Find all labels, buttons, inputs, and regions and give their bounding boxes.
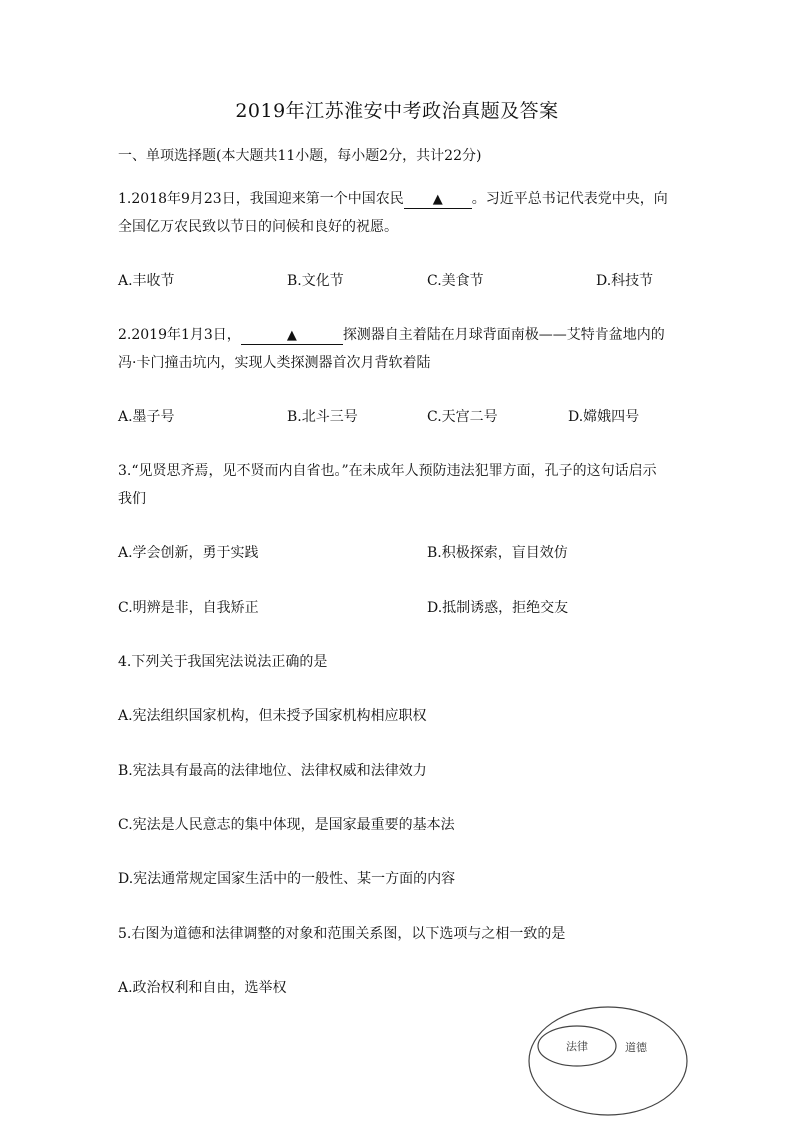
- question-1-option-b: B.文化节: [287, 273, 344, 289]
- law-label: 法律: [566, 1040, 588, 1053]
- section-heading: 一、单项选择题(本大题共11小题，每小题2分，共计22分): [118, 148, 482, 164]
- morality-label: 道德: [625, 1041, 647, 1054]
- question-4-option-a: A.宪法组织国家机构，但未授予国家机构相应职权: [118, 708, 427, 724]
- question-4-stem: 4.下列关于我国宪法说法正确的是: [118, 654, 328, 670]
- page-title: 2019年江苏淮安中考政治真题及答案: [235, 100, 559, 122]
- question-1-line-2: 全国亿万农民致以节日的问候和良好的祝愿。: [118, 219, 398, 235]
- question-1-option-a: A.丰收节: [118, 273, 175, 289]
- question-2-line-2: 冯·卡门撞击坑内，实现人类探测器首次月背软着陆: [118, 355, 431, 371]
- question-5-stem: 5.右图为道德和法律调整的对象和范围关系图，以下选项与之相一致的是: [118, 926, 566, 942]
- question-3-line-1: 3.“见贤思齐焉，见不贤而内自省也。”在未成年人预防违法犯罪方面，孔子的这句话启示: [118, 463, 657, 479]
- question-1-option-d: D.科技节: [596, 273, 654, 289]
- question-2-text-after-blank: 探测器自主着陆在月球背面南极——艾特肯盆地内的: [342, 327, 665, 343]
- question-2-option-a: A.墨子号: [118, 409, 175, 425]
- question-2-line-1: [118, 324, 665, 345]
- law-morality-venn-diagram: [526, 1003, 690, 1118]
- question-3-line-2: 我们: [118, 491, 146, 507]
- question-3-option-b: B.积极探索，盲目效仿: [427, 545, 568, 561]
- question-3-option-a: A.学会创新，勇于实践: [118, 545, 259, 561]
- question-2-option-d: D.嫦娥四号: [568, 409, 640, 425]
- question-4-option-d: D.宪法通常规定国家生活中的一般性、某一方面的内容: [118, 871, 456, 887]
- question-1-blank: ▲: [404, 191, 472, 209]
- question-1-text-before-blank: 1.2018年9月23日，我国迎来第一个中国农民: [118, 191, 404, 207]
- question-5-option-a: A.政治权利和自由，选举权: [118, 980, 287, 996]
- question-2-option-c: C.天宫二号: [427, 409, 498, 425]
- question-1-line-1: [118, 188, 668, 209]
- question-4-option-b: B.宪法具有最高的法律地位、法律权威和法律效力: [118, 763, 427, 779]
- question-4-option-c: C.宪法是人民意志的集中体现，是国家最重要的基本法: [118, 817, 455, 833]
- question-2-blank: ▲: [241, 327, 343, 345]
- question-2-option-b: B.北斗三号: [287, 409, 358, 425]
- question-1-text-after-blank: 。习近平总书记代表党中央，向: [471, 191, 668, 207]
- question-2-text-before-blank: 2.2019年1月3日，: [118, 327, 241, 343]
- question-3-option-c: C.明辨是非，自我矫正: [118, 600, 259, 616]
- question-1-option-c: C.美食节: [427, 273, 484, 289]
- question-3-option-d: D.抵制诱惑，拒绝交友: [427, 600, 569, 616]
- morality-outer-ellipse: [529, 1007, 687, 1115]
